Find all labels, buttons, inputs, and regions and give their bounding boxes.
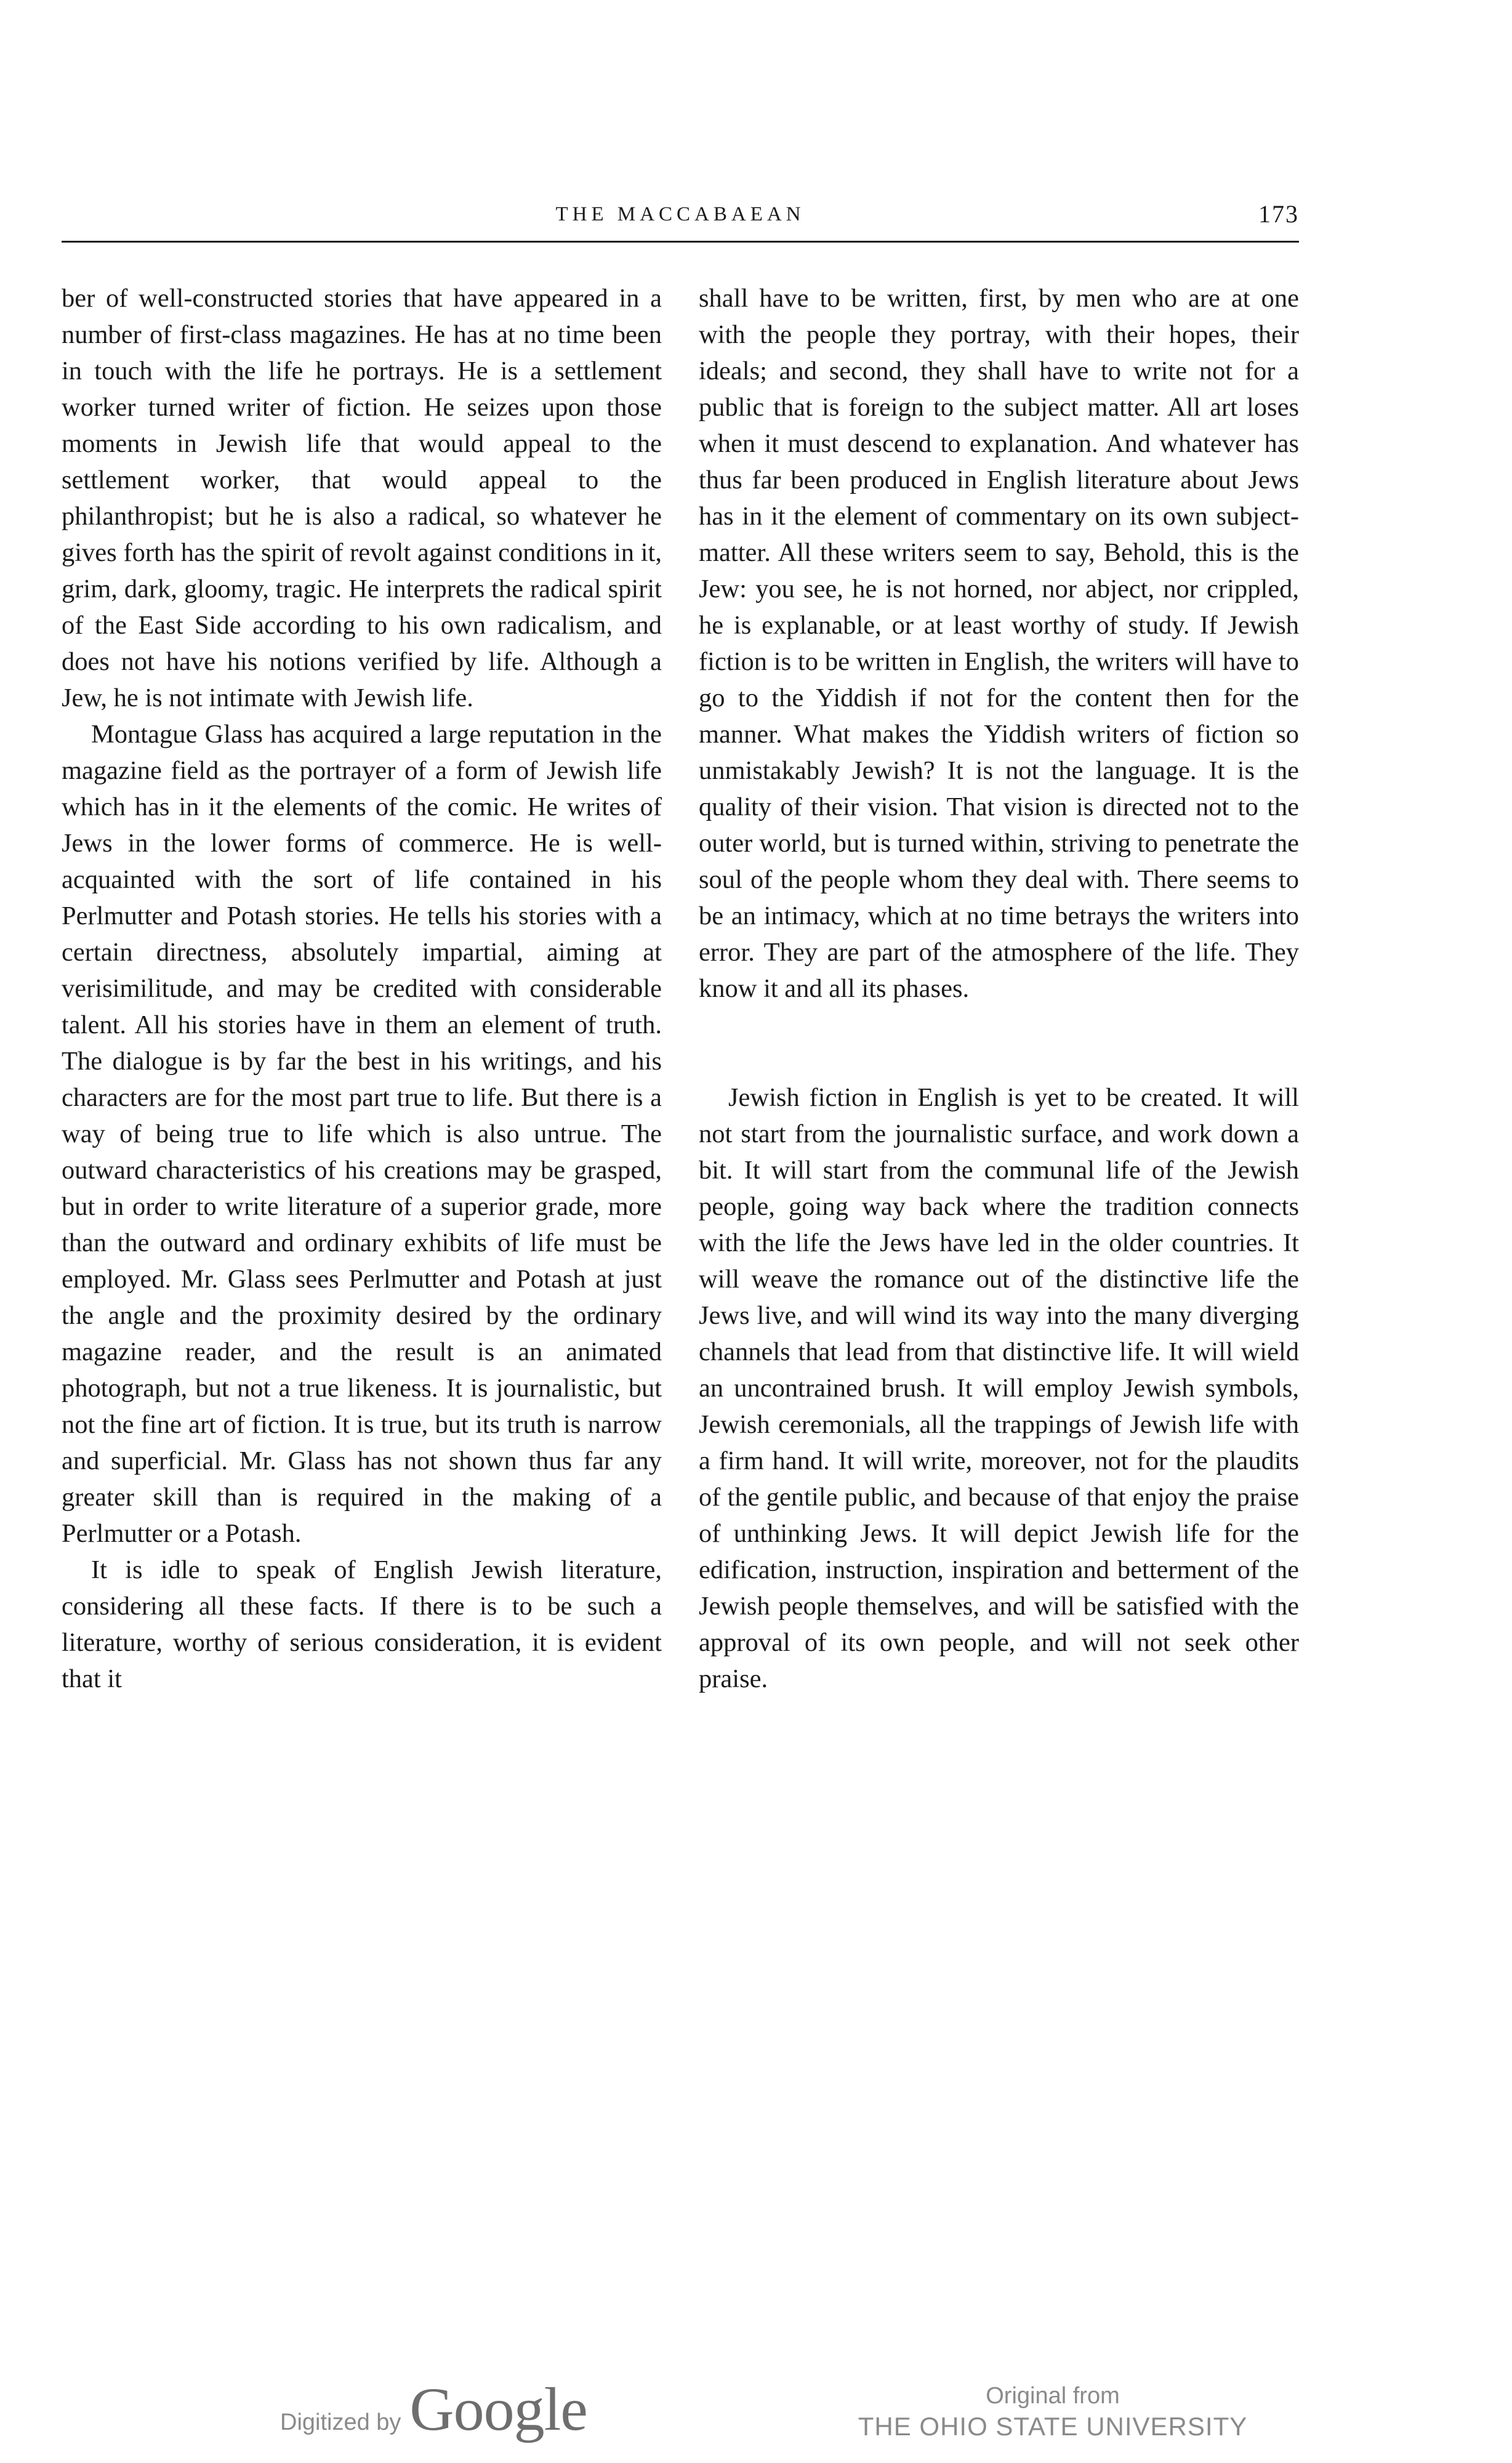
paragraph-continued: shall have to be written, first, by men who are at one with the people they portray, with their hopes, their ideals; and second, they shall have to write not for a public that is foreign to the subject matter. All art loses when it must descend to explanation. And whatever has thus far been produced in English literature about Jews has in it the element of commentary on its own subject-matter. All these writers seem to say, Behold, this is the Jew: you see, he is not horned, nor abject, nor crippled, he is explanable, or at least worthy of study. If Jewish fiction is to be written in English, the writers will have to go to the Yiddish if not for the content then for the manner. What makes the Yiddish writers of fiction so unmistakably Jewish? It is not the language. It is the quality of their vision. That vision is directed not to the outer world, but is turned within, striving to penetrate the soul of the people whom they deal with. There seems to be an intimacy, which at no time betrays the writers into error. They are part of the atmosphere of the life. They know it and all its phases. xyxy=(699,284,1299,1003)
paragraph-montague-glass: Montague Glass has acquired a large reputation in the magazine field as the portrayer of a form of Jewish life which has in it the elements of the comic. He writes of Jews in the lower forms of commerce. He is well-acquainted with the sort of life contained in his Perlmutter and Potash stories. He tells his stories with a certain directness, absolutely impartial, aiming at verisimilitude, and may be credited with considerable talent. All his stories have in them an element of truth. The dialogue is by far the best in his writings, and his characters are for the most part true to life. But there is a way of being true to life which is also untrue. The outward characteristics of his creations may be grasped, but in order to write literature of a superior grade, more than the outward and ordinary exhibits of life must be employed. Mr. Glass sees Perlmutter and Potash at just the angle and the proximity desired by the ordinary magazine reader, and the result is an animated photograph, but not a true likeness. It is journalistic, but not the fine art of fiction. It is true, but its truth is narrow and superficial. Mr. Glass has not shown thus far any greater skill than is required in the making of a Perlmutter or a Potash. xyxy=(62,720,662,1548)
left-column xyxy=(62,280,662,1697)
institution-name: THE OHIO STATE UNIVERSITY xyxy=(858,2412,1248,2441)
journal-title: THE MACCABAEAN xyxy=(555,203,805,225)
right-column xyxy=(699,280,1299,1697)
digitized-by-label: Digitized by xyxy=(280,2409,401,2435)
paragraph-jewish-fiction: Jewish fiction in English is yet to be created. It will not start from the journalistic surface, and work down a bit. It will start from the communal life of the Jewish people, going way back where the tradition connects with the life the Jews have led in the older countries. It will weave the romance out of the distinctive life the Jews live, and will wind its way into the many diverging channels that lead from that distinctive life. It will wield an uncontrained brush. It will employ Jewish symbols, Jewish ceremonials, all the trappings of Jewish life with a firm hand. It will write, moreover, not for the plaudits of the gentile public, and because of that enjoy the praise of unthinking Jews. It will depict Jewish life for the edification, instruction, inspiration and betterment of the Jewish people themselves, and will be satisfied with the approval of its own people, and will not seek other praise. xyxy=(699,1083,1299,1693)
running-header xyxy=(62,200,1299,240)
original-from-watermark xyxy=(843,2382,1262,2443)
digitized-by-watermark xyxy=(280,2374,587,2441)
page-number: 173 xyxy=(1258,200,1299,228)
google-logo: Google xyxy=(409,2375,587,2443)
original-from-label: Original from xyxy=(986,2383,1120,2409)
paragraph-continuation: ber of well-constructed stories that have appeared in a number of first-class magazines. He has at no time been in touch with the life he portrays. He is a settlement worker turned writer of fiction. He seizes upon those moments in Jewish life that would appeal to the settlement worker, that would appeal to the philanthropist; but he is also a radical, so whatever he gives forth has the spirit of revolt against conditions in it, grim, dark, gloomy, tragic. He interprets the radical spirit of the East Side according to his own radicalism, and does not have his notions verified by life. Although a Jew, he is not intimate with Jewish life. xyxy=(62,284,662,712)
paragraph-english-jewish-literature: It is idle to speak of English Jewish literature, considering all these facts. If there is to be such a literature, worthy of serious consideration, it is evident that it xyxy=(62,1555,662,1693)
header-rule xyxy=(62,241,1299,243)
